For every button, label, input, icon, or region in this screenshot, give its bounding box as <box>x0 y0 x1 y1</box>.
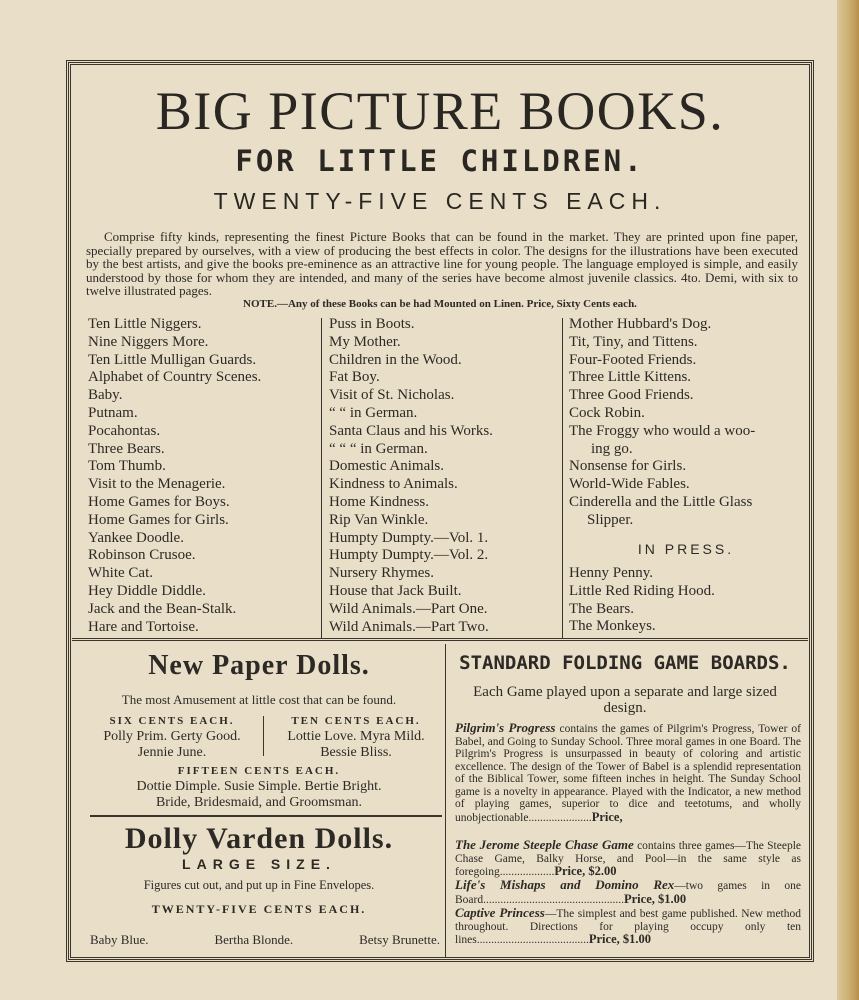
game-price: Price, $1.00 <box>588 932 651 946</box>
book-title: House that Jack Built. <box>329 582 462 599</box>
book-title: Nine Niggers More. <box>88 333 209 350</box>
book-title: Henny Penny. <box>569 565 654 581</box>
in-press-list <box>569 565 803 636</box>
page-subtitle: FOR LITTLE CHILDREN. <box>235 144 645 178</box>
six-cents-header: SIX CENTS EACH. <box>109 715 235 727</box>
paper-dolls-subtitle: The most Amusement at little cost that can be found. <box>121 692 397 707</box>
book-title: The Froggy who would a woo- <box>569 422 756 439</box>
in-press-label: IN PRESS. <box>637 541 735 557</box>
book-title: The Bears. <box>569 600 634 617</box>
book-list-column-2 <box>329 316 561 636</box>
column-divider <box>321 318 322 638</box>
book-title: Tom Thumb. <box>88 458 166 475</box>
book-title: Puss in Boots. <box>329 316 415 332</box>
book-title: Yankee Doodle. <box>88 529 184 546</box>
book-title: ing go. <box>591 440 633 457</box>
book-title: Cock Robin. <box>569 404 645 421</box>
game-name: Life's Mishaps and Domino Rex <box>455 877 675 892</box>
game-entry-lifes-mishaps <box>455 879 801 906</box>
game-price: Price, <box>591 809 623 824</box>
fifteen-cents-header: FIFTEEN CENTS EACH. <box>177 765 341 777</box>
book-title: Putnam. <box>88 404 138 421</box>
dolly-varden-size: LARGE SIZE. <box>182 856 336 872</box>
game-entry-captive-princess <box>455 907 801 947</box>
six-cents-group <box>86 713 258 761</box>
book-title: Pocahontas. <box>88 422 161 439</box>
doll-name: Betsy Brunette. <box>359 932 440 947</box>
fifteen-cents-line: Bride, Bridesmaid, and Groomsman. <box>155 795 363 810</box>
six-cents-line: Jennie June. <box>137 745 207 760</box>
book-title: Slipper. <box>587 511 634 528</box>
book-title: Wild Animals.—Part One. <box>329 600 488 617</box>
book-title: Three Bears. <box>88 440 165 457</box>
game-name: The Jerome Steeple Chase Game <box>455 837 634 852</box>
game-entry-steeple-chase <box>455 839 801 879</box>
game-entry-pilgrims-progress <box>455 722 801 824</box>
book-title: Alphabet of Country Scenes. <box>88 369 262 386</box>
book-title: Robinson Crusoe. <box>88 547 196 564</box>
book-title: Ten Little Niggers. <box>88 316 202 332</box>
book-title: My Mother. <box>329 333 401 350</box>
price-group-divider <box>263 716 264 756</box>
page-edge <box>837 0 859 1000</box>
book-title: World-Wide Fables. <box>569 476 690 493</box>
book-title: Visit to the Menagerie. <box>88 476 226 493</box>
book-title: Rip Van Winkle. <box>329 511 429 528</box>
doll-name: Baby Blue. <box>90 932 149 947</box>
book-title: Santa Claus and his Works. <box>329 422 493 439</box>
book-title: Cinderella and the Little Glass <box>569 493 753 510</box>
book-title: Nonsense for Girls. <box>569 458 687 475</box>
game-description: contains three games—The Steeple Chase Game, Balky Horse, and Pool—in the same style as foregoing................... <box>455 840 801 878</box>
dolly-varden-price: TWENTY-FIVE CENTS EACH. <box>151 902 367 916</box>
paper-dolls-title: New Paper Dolls. <box>148 650 370 681</box>
book-title: Children in the Wood. <box>329 351 462 368</box>
game-description: contains the games of Pilgrim's Progress, Tower of Babel, and Going to Sunday School. Three moral games in one Board. The Pilgrim's Progress is unsurpassed in beauty of coloring and artistic excellence. The design of the Tower of Babel is a splendid representation of the Biblical Tower, some fifteen inches in height. The Sunday School game is a novelty in appearance. Played with the Indicator, a new method of playing games, superior to dice and teetotums, and wholly unobjectionable...................... <box>455 723 801 824</box>
book-title: Little Red Riding Hood. <box>569 582 715 599</box>
game-price: Price, $1.00 <box>623 891 687 906</box>
book-title: White Cat. <box>88 565 153 582</box>
ten-cents-line: Bessie Bliss. <box>320 745 392 760</box>
column-divider <box>562 318 563 638</box>
game-name: Captive Princess <box>455 905 545 920</box>
book-title: “ “ in German. <box>329 404 418 421</box>
book-title: Home Games for Boys. <box>88 493 230 510</box>
book-title: The Monkeys. <box>569 618 656 635</box>
dolly-varden-description: Figures cut out, and put up in Fine Envelopes. <box>143 878 375 892</box>
ten-cents-group <box>270 713 442 761</box>
game-description: —The simplest and best game published. New method throughout. Directions for playing occupy only ten lines....................................... <box>455 908 801 946</box>
section-divider <box>72 638 808 641</box>
game-description: —two games in one Board................................................. <box>455 880 801 906</box>
dolly-varden-title: Dolly Varden Dolls. <box>124 822 394 855</box>
book-title: Mother Hubbard's Dog. <box>569 316 712 332</box>
book-title: Humpty Dumpty.—Vol. 2. <box>329 547 489 564</box>
dolly-varden-names <box>90 932 440 948</box>
note-line: NOTE.—Any of these Books can be had Mounted on Linen. Price, Sixty Cents each. <box>243 298 637 310</box>
book-list-column-1 <box>88 316 318 636</box>
book-title: Three Good Friends. <box>569 387 694 404</box>
book-title: Three Little Kittens. <box>569 369 692 386</box>
intro-paragraph: Comprise fifty kinds, representing the finest Picture Books that can be found in the market. They are printed upon fine paper, specially prepared by ourselves, with a view of producing the best effects in color. The designs for the illustrations have been executed by the best artists, and give the books pre-eminence as an attractive line for young people. The language employed is simple, and easily understood by those for whom they are intended, and many of the series have become almost juvenile classics. 4to. Demi, with six to twelve illustrated pages. <box>86 229 798 298</box>
book-title: Visit of St. Nicholas. <box>329 387 455 404</box>
book-title: Four-Footed Friends. <box>569 351 697 368</box>
book-list-column-3 <box>569 316 803 530</box>
six-cents-line: Polly Prim. Gerty Good. <box>103 729 241 744</box>
section-divider-vertical <box>445 644 446 958</box>
book-title: Fat Boy. <box>329 369 380 386</box>
book-title: Home Kindness. <box>329 493 429 510</box>
game-price: Price, $2.00 <box>554 864 617 878</box>
book-title: Home Games for Girls. <box>88 511 229 528</box>
book-title: Kindness to Animals. <box>329 476 458 493</box>
book-title: Humpty Dumpty.—Vol. 1. <box>329 529 489 546</box>
doll-name: Bertha Blonde. <box>214 932 294 947</box>
price-line: TWENTY-FIVE CENTS EACH. <box>213 188 667 214</box>
game-boards-title: STANDARD FOLDING GAME BOARDS. <box>459 652 791 674</box>
book-title: Jack and the Bean-Stalk. <box>88 600 237 617</box>
fifteen-cents-group <box>76 763 442 811</box>
book-title: Nursery Rhymes. <box>329 565 434 582</box>
page-title: BIG PICTURE BOOKS. <box>155 81 725 141</box>
book-title: Baby. <box>88 387 123 404</box>
ten-cents-line: Lottie Love. Myra Mild. <box>287 729 425 744</box>
book-title: “ “ “ in German. <box>329 440 428 457</box>
book-title: Wild Animals.—Part Two. <box>329 618 489 635</box>
book-title: Ten Little Mulligan Guards. <box>88 351 257 368</box>
fifteen-cents-line: Dottie Dimple. Susie Simple. Bertie Bright. <box>136 779 382 794</box>
book-title: Hare and Tortoise. <box>88 618 199 635</box>
ten-cents-header: TEN CENTS EACH. <box>291 715 421 727</box>
section-divider <box>90 815 442 817</box>
book-title: Tit, Tiny, and Tittens. <box>569 333 698 350</box>
book-title: Domestic Animals. <box>329 458 444 475</box>
book-title: Hey Diddle Diddle. <box>88 582 206 599</box>
game-name: Pilgrim's Progress <box>455 720 556 735</box>
game-boards-subtitle: Each Game played upon a separate and large sized design. <box>473 684 777 716</box>
